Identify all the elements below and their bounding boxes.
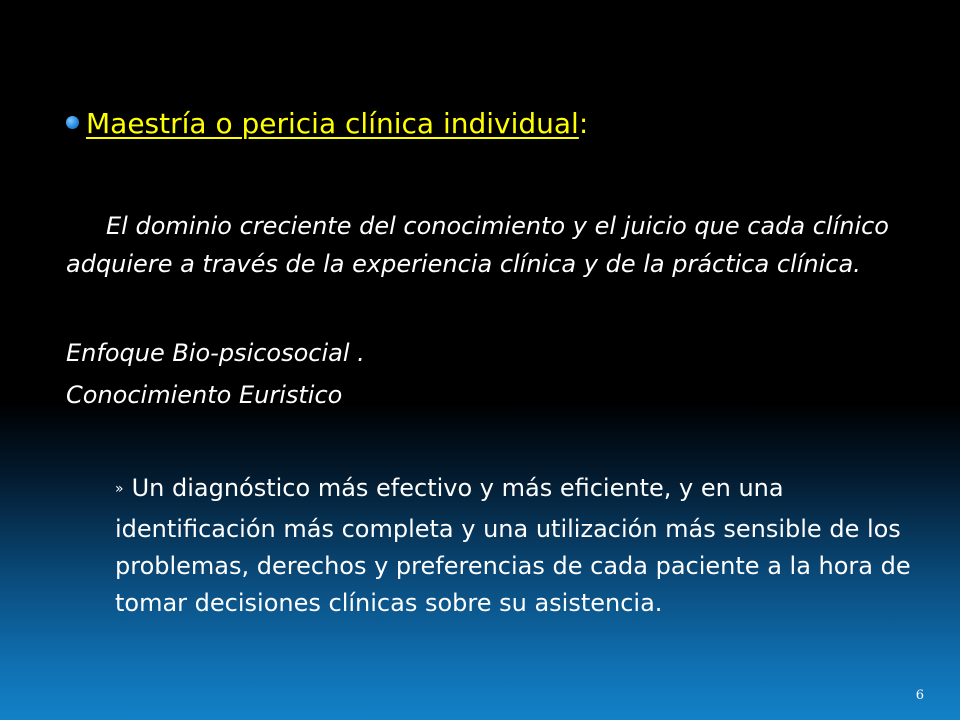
heading-colon: : (578, 107, 589, 140)
double-chevron-icon: » (115, 481, 124, 497)
page-number: 6 (915, 688, 924, 703)
sub-bullet-text: Un diagnóstico más efectivo y más eficiente, y en una identificación más completa y una utilización más sensible de los problemas, derechos y preferencias de cada paciente a la hora de tomar decisiones clínicas sobre su asistencia. (115, 474, 911, 617)
heading-text: Maestría o pericia clínica individual (86, 107, 579, 140)
bullet-dot-icon (66, 116, 79, 129)
slide-heading (66, 104, 588, 144)
line-bio-psicosocial: Enfoque Bio-psicosocial . (66, 339, 365, 367)
definition-paragraph: El dominio creciente del conocimiento y el juicio que cada clínico adquiere a través de la experiencia clínica y de la práctica clínica. (66, 212, 889, 278)
line-conocimiento-euristico: Conocimiento Euristico (66, 381, 343, 409)
sub-bullet-item (115, 470, 915, 622)
